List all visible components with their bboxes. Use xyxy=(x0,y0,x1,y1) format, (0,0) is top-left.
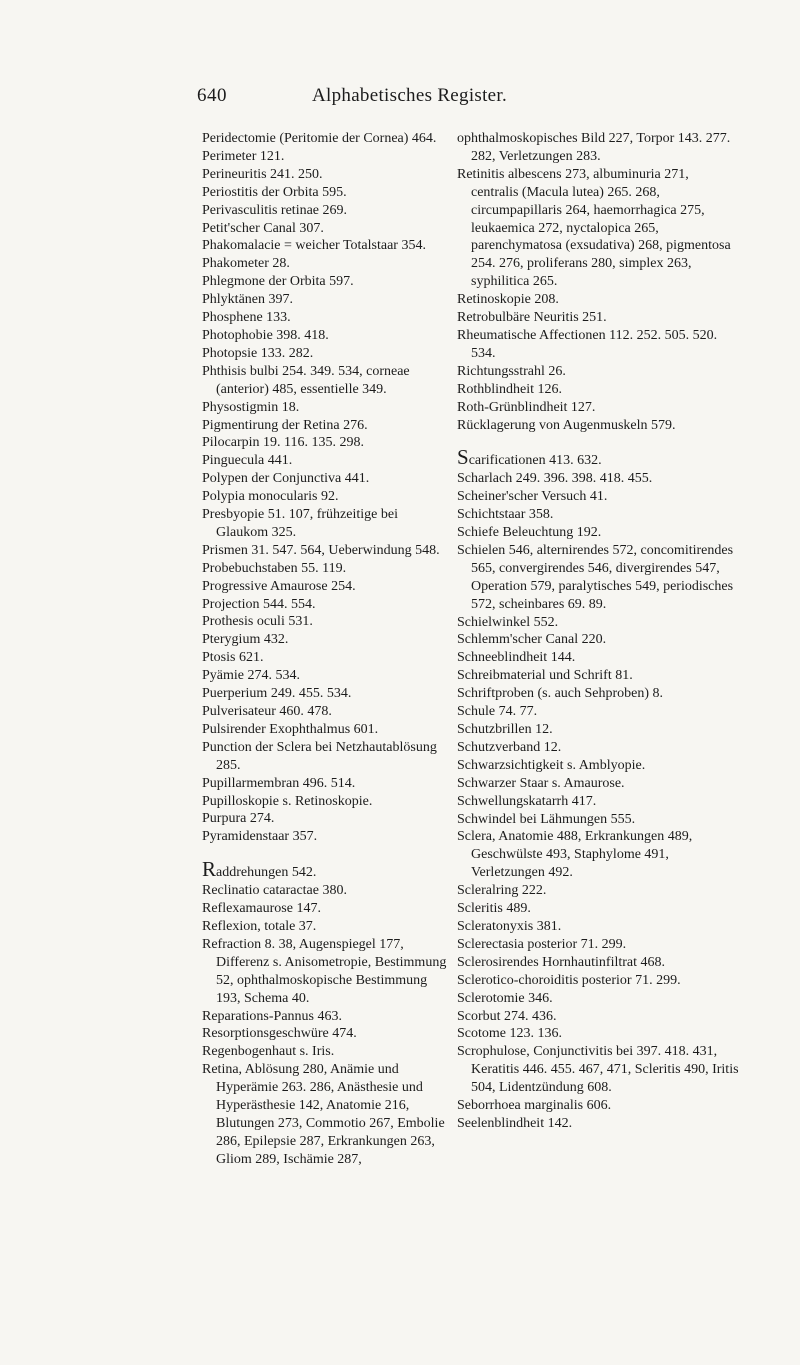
index-entry: Pilocarpin 19. 116. 135. 298. xyxy=(202,435,365,451)
index-entry: Scleritis 489. xyxy=(457,901,531,917)
index-entry: Reparations-Pannus 463. xyxy=(202,1008,342,1024)
index-entry: Purpura 274. xyxy=(202,811,275,827)
index-entry: Schutzbrillen 12. xyxy=(457,722,553,737)
index-entry: Pupillarmembran 496. 514. xyxy=(202,775,356,791)
index-entry: Sclerotico-choroiditis posterior 71. 299. xyxy=(457,972,681,988)
index-entry: Scheiner'scher Versuch 41. xyxy=(457,489,608,505)
index-entry: Raddrehungen 542. xyxy=(202,857,317,882)
index-entry: Schichtstaar 358. xyxy=(457,507,554,523)
index-entry: Polypia monocularis 92. xyxy=(202,489,339,505)
index-entry: Perivasculitis retinae 269. xyxy=(202,202,348,218)
index-entry: Polypen der Conjunctiva 441. xyxy=(202,471,370,487)
index-entry: Phlyktänen 397. xyxy=(202,292,293,308)
index-entry: Presbyopie 51. 107, frühzeitige bei Glaukom 325. xyxy=(202,507,398,540)
index-entry: Probebuchstaben 55. 119. xyxy=(202,560,347,576)
page-number: 640 xyxy=(197,85,227,106)
index-entry: Rheumatische Affectionen 112. 252. 505. 520. 534. xyxy=(457,327,718,361)
index-entry: Photopsie 133. 282. xyxy=(202,345,314,361)
index-entry: Phthisis bulbi 254. 349. 534, corneae (anterior) 485, essentielle 349. xyxy=(202,363,410,397)
index-entry: Refraction 8. 38, Augenspiegel 177, Differenz s. Anisometropie, Bestimmung 52, ophthalmoskopische Bestimmung 193, Schema 40. xyxy=(202,936,447,1006)
index-entry: Schule 74. 77. xyxy=(457,704,538,720)
index-entry: Schwarzsichtigkeit s. Amblyopie. xyxy=(457,757,646,773)
index-entry: Reflexamaurose 147. xyxy=(202,901,321,917)
index-entry: Puerperium 249. 455. 534. xyxy=(202,686,352,702)
page-header xyxy=(197,85,737,117)
index-entry: Physostigmin 18. xyxy=(202,399,300,415)
index-entry: Petit'scher Canal 307. xyxy=(202,220,324,236)
index-entry: Regenbogenhaut s. Iris. xyxy=(202,1044,335,1060)
index-entry: Schwarzer Staar s. Amaurose. xyxy=(457,775,625,791)
index-entry: Sclerotomie 346. xyxy=(457,990,553,1006)
index-entry: Pterygium 432. xyxy=(202,632,289,648)
index-entry: Pulverisateur 460. 478. xyxy=(202,704,332,719)
index-entry: Scarificationen 413. 632. xyxy=(457,445,602,470)
index-entry: Schiefe Beleuchtung 192. xyxy=(457,525,602,541)
index-entry: Reclinatio cataractae 380. xyxy=(202,883,347,899)
index-entry: Retinoskopie 208. xyxy=(457,292,559,308)
index-entry: Sclera, Anatomie 488, Erkrankungen 489, Geschwülste 493, Staphylome 491, Verletzungen 492. xyxy=(457,829,693,881)
left-index-column xyxy=(202,130,452,1169)
letter-section-gap xyxy=(457,434,739,450)
index-entry: Reflexion, totale 37. xyxy=(202,918,317,934)
index-entry: Ptosis 621. xyxy=(202,650,264,666)
index-entry: Periostitis der Orbita 595. xyxy=(202,184,347,200)
index-entry: Punction der Sclera bei Netzhautablösung 285. xyxy=(202,739,437,773)
running-title: Alphabetisches Register. xyxy=(312,85,508,106)
index-entry: Prothesis oculi 531. xyxy=(202,614,313,630)
index-entry: Scleralring 222. xyxy=(457,883,547,899)
index-entry: Retinitis albescens 273, albuminuria 271, centralis (Macula lutea) 265. 268, circumpapillaris 264, haemorrhagica 275, leukaemica 272, nyctalopica 265, parenchymatosa (exsudativa) 268, pigmentosa 254. 276, proliferans 280, simplex 263, syphilitica 265. xyxy=(457,166,731,290)
index-entry: Schriftproben (s. auch Sehproben) 8. xyxy=(457,686,664,702)
index-entry: Sclerectasia posterior 71. 299. xyxy=(457,936,627,952)
index-entry: Phakometer 28. xyxy=(202,256,290,272)
index-entry: Pyämie 274. 534. xyxy=(202,668,300,684)
index-entry: Schlemm'scher Canal 220. xyxy=(457,632,607,648)
index-entry: Sclerosirendes Hornhautinfiltrat 468. xyxy=(457,954,666,970)
index-entry: Rothblindheit 126. xyxy=(457,381,562,397)
index-entry: Perimeter 121. xyxy=(202,148,285,164)
index-entry: Resorptionsgeschwüre 474. xyxy=(202,1026,357,1042)
letter-section-gap xyxy=(202,846,452,862)
index-entry: Pyramidenstaar 357. xyxy=(202,829,318,845)
index-entry: Schneeblindheit 144. xyxy=(457,650,576,666)
index-entry: Prismen 31. 547. 564, Ueberwindung 548. xyxy=(202,542,440,558)
index-entry: Schielen 546, alternirendes 572, concomitirendes 565, convergirendes 546, divergirendes 547, Operation 579, paralytisches 549, periodisches 572, scheinbares 69. 89. xyxy=(457,542,734,612)
index-entry: Photophobie 398. 418. xyxy=(202,327,329,343)
index-entry: Scotome 123. 136. xyxy=(457,1026,562,1042)
index-entry: Schreibmaterial und Schrift 81. xyxy=(457,668,633,684)
index-entry: Pigmentirung der Retina 276. xyxy=(202,417,368,433)
index-entry: Pupilloskopie s. Retinoskopie. xyxy=(202,793,373,809)
index-entry: Schwindel bei Lähmungen 555. xyxy=(457,811,636,827)
index-entry: Retrobulbäre Neuritis 251. xyxy=(457,310,607,326)
index-entry: Phakomalacie = weicher Totalstaar 354. xyxy=(202,238,426,254)
index-entry: Pinguecula 441. xyxy=(202,453,293,469)
index-entry: Peridectomie (Peritomie der Cornea) 464. xyxy=(202,131,437,146)
index-entry: Scleratonyxis 381. xyxy=(457,918,562,934)
index-entry: Scrophulose, Conjunctivitis bei 397. 418. 431, Keratitis 446. 455. 467, 471, Scleritis 490, Iritis 504, Lidentzündung 608. xyxy=(457,1044,739,1096)
index-entry: Schutzverband 12. xyxy=(457,739,562,755)
index-entry: Progressive Amaurose 254. xyxy=(202,578,356,594)
index-entry: Seborrhoea marginalis 606. xyxy=(457,1098,612,1114)
index-entry: Perineuritis 241. 250. xyxy=(202,166,323,182)
index-entry: Schielwinkel 552. xyxy=(457,614,559,630)
right-index-column xyxy=(457,130,739,1133)
index-entry: Seelenblindheit 142. xyxy=(457,1115,573,1131)
index-entry: Roth-Grünblindheit 127. xyxy=(457,399,596,415)
index-entry: Scorbut 274. 436. xyxy=(457,1008,557,1024)
index-entry: Schwellungskatarrh 417. xyxy=(457,793,597,809)
index-entry: Pulsirender Exophthalmus 601. xyxy=(202,721,379,737)
index-entry: ophthalmoskopisches Bild 227, Torpor 143. 277. 282, Verletzungen 283. xyxy=(457,131,731,164)
index-entry: Richtungsstrahl 26. xyxy=(457,363,566,379)
index-entry: Projection 544. 554. xyxy=(202,596,316,612)
index-entry: Scharlach 249. 396. 398. 418. 455. xyxy=(457,471,653,487)
index-entry: Retina, Ablösung 280, Anämie und Hyperämie 263. 286, Anästhesie und Hyperästhesie 142, Anatomie 216, Blutungen 273, Commotio 267, Embolie 286, Epilepsie 287, Erkrankungen 263, Gliom 289, Ischämie 287, xyxy=(202,1062,445,1167)
index-entry: Phosphene 133. xyxy=(202,310,291,326)
index-entry: Phlegmone der Orbita 597. xyxy=(202,274,354,290)
index-entry: Rücklagerung von Augenmuskeln 579. xyxy=(457,417,676,433)
